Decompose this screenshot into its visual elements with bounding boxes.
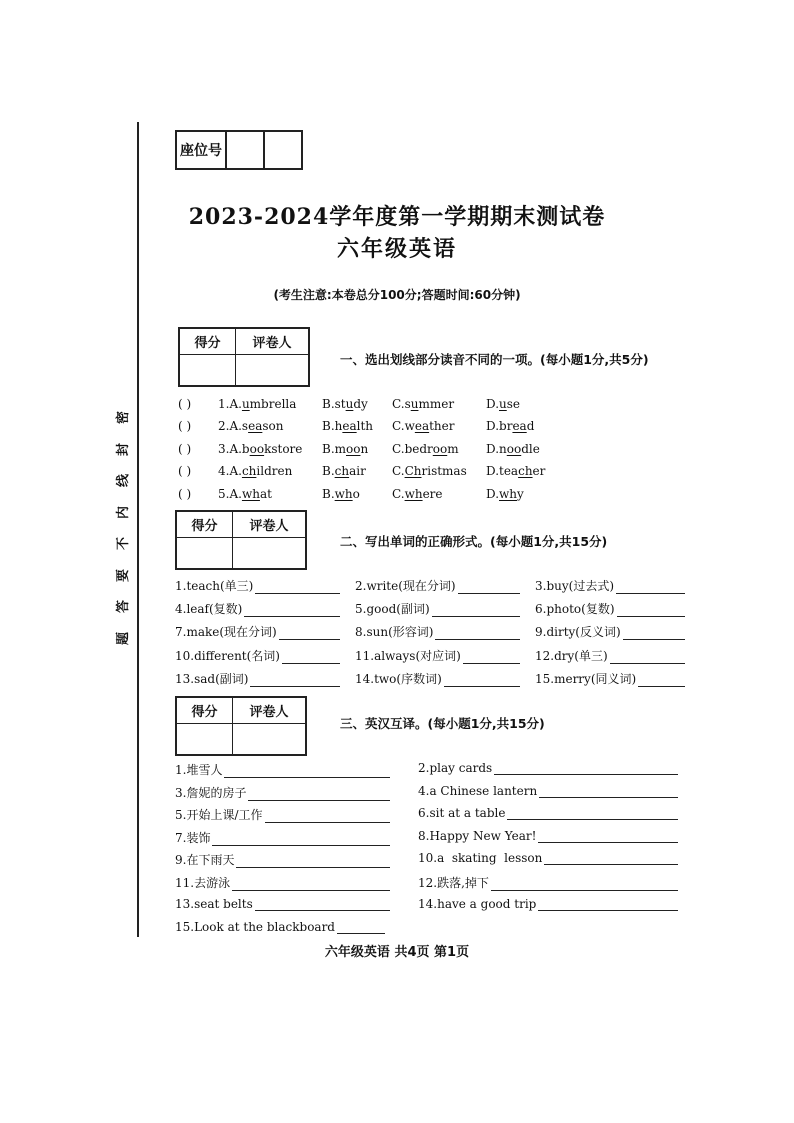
- answer-blank[interactable]: [250, 674, 340, 687]
- word-form-item: [535, 600, 685, 617]
- option-text: C.w: [392, 419, 415, 433]
- option-d: [486, 442, 540, 456]
- translation-prompt: 9.在下雨天: [175, 853, 235, 867]
- option-text: d: [526, 419, 535, 433]
- option-text: dle: [521, 442, 540, 456]
- option-b: [322, 397, 368, 411]
- underlined-part: wh: [334, 487, 353, 501]
- option-text: air: [349, 464, 366, 478]
- underlined-part: u: [241, 397, 250, 411]
- word-form-prompt: 4.leaf(复数): [175, 602, 243, 616]
- score-cell[interactable]: [177, 724, 233, 754]
- answer-blank[interactable]: [507, 807, 678, 820]
- word-form-prompt: 2.write(现在分词): [355, 579, 456, 593]
- translation-item: [418, 851, 678, 865]
- option-text: lth: [356, 419, 374, 433]
- word-form-item: [535, 670, 685, 687]
- binding-char: 内: [116, 505, 132, 519]
- option-text: D.: [486, 397, 500, 411]
- translation-prompt: 13.seat belts: [175, 897, 253, 911]
- answer-blank[interactable]: [279, 627, 340, 640]
- option-b: [322, 442, 368, 456]
- translation-item: [418, 829, 678, 843]
- translation-prompt: 10.a skating lesson: [418, 851, 543, 865]
- translation-item: [175, 874, 390, 891]
- answer-blank[interactable]: [212, 833, 390, 846]
- question-row: [178, 419, 558, 435]
- option-text: son: [262, 419, 284, 433]
- option-text: C.s: [392, 397, 411, 411]
- underlined-part: oo: [346, 442, 361, 456]
- answer-blank[interactable]: [444, 674, 520, 687]
- word-form-prompt: 7.make(现在分词): [175, 625, 277, 639]
- option-d: [486, 487, 524, 501]
- option-text: y: [517, 487, 524, 501]
- option-a: [218, 464, 292, 478]
- word-form-prompt: 12.dry(单三): [535, 649, 608, 663]
- underlined-part: oo: [249, 442, 265, 456]
- question-row: [178, 442, 558, 458]
- underlined-part: wh: [241, 487, 260, 501]
- option-text: kstore: [264, 442, 303, 456]
- answer-blank[interactable]: [248, 788, 390, 801]
- answer-blank[interactable]: [617, 604, 686, 617]
- exam-note: (考生注意:本卷总分100分;答题时间:60分钟): [273, 288, 521, 302]
- underlined-part: oo: [506, 442, 522, 456]
- word-form-prompt: 1.teach(单三): [175, 579, 254, 593]
- answer-parentheses[interactable]: ( ): [178, 464, 192, 478]
- option-text: C.: [392, 487, 405, 501]
- translation-item: [175, 829, 390, 846]
- option-text: B.h: [322, 419, 343, 433]
- option-text: B.m: [322, 442, 347, 456]
- answer-blank[interactable]: [236, 855, 390, 868]
- grader-cell[interactable]: [236, 355, 308, 385]
- option-text: A.: [229, 487, 242, 501]
- option-text: ere: [422, 487, 443, 501]
- seat-number-cell[interactable]: [227, 132, 265, 168]
- underlined-part: oo: [432, 442, 448, 456]
- translation-prompt: 2.play cards: [418, 761, 493, 775]
- score-box-section2: [175, 510, 307, 570]
- answer-blank[interactable]: [255, 581, 340, 594]
- option-text: dy: [353, 397, 368, 411]
- option-text: C.: [392, 464, 405, 478]
- option-text: er: [532, 464, 546, 478]
- answer-parentheses[interactable]: ( ): [178, 419, 192, 433]
- translation-item: [175, 920, 385, 934]
- option-c: [392, 419, 455, 433]
- option-text: D.n: [486, 442, 507, 456]
- word-form-item: [175, 647, 340, 664]
- seat-number-label: 座位号: [177, 132, 227, 168]
- underlined-part: ch: [241, 464, 257, 478]
- question-row: [178, 397, 558, 413]
- word-form-prompt: 10.different(名词): [175, 649, 280, 663]
- grader-label: 评卷人: [233, 698, 305, 724]
- section2-heading: 二、写出单词的正确形式。(每小题1分,共15分): [340, 534, 608, 549]
- answer-blank[interactable]: [232, 878, 390, 891]
- answer-blank[interactable]: [432, 604, 520, 617]
- answer-blank[interactable]: [638, 674, 685, 687]
- answer-blank[interactable]: [282, 651, 340, 664]
- answer-blank[interactable]: [539, 785, 678, 798]
- translation-prompt: 1.堆雪人: [175, 763, 223, 777]
- option-a: [218, 487, 272, 501]
- seat-number-cell[interactable]: [265, 132, 301, 168]
- word-form-item: [535, 623, 685, 640]
- word-form-prompt: 3.buy(过去式): [535, 579, 615, 593]
- translation-prompt: 4.a Chinese lantern: [418, 784, 538, 798]
- answer-blank[interactable]: [494, 762, 678, 775]
- grader-cell[interactable]: [233, 724, 305, 754]
- answer-blank[interactable]: [538, 830, 678, 843]
- option-b: [322, 419, 373, 433]
- option-text: A.: [229, 397, 242, 411]
- translation-prompt: 15.Look at the blackboard: [175, 920, 335, 934]
- answer-blank[interactable]: [458, 581, 520, 594]
- option-d: [486, 419, 534, 433]
- option-d: [486, 464, 545, 478]
- option-c: [392, 397, 454, 411]
- answer-blank[interactable]: [610, 651, 685, 664]
- word-form-item: [535, 647, 685, 664]
- option-text: ther: [429, 419, 455, 433]
- underlined-part: ch: [334, 464, 350, 478]
- question-number: 3.: [218, 442, 230, 456]
- question-number: 4.: [218, 464, 230, 478]
- option-a: [218, 397, 296, 411]
- underlined-part: ea: [414, 419, 430, 433]
- translation-item: [175, 897, 390, 911]
- word-form-prompt: 15.merry(同义词): [535, 672, 637, 686]
- underlined-part: u: [345, 397, 354, 411]
- translation-item: [418, 874, 678, 891]
- seat-number-box: [175, 130, 303, 170]
- underlined-part: ea: [248, 419, 263, 433]
- translation-prompt: 6.sit at a table: [418, 806, 506, 820]
- word-form-prompt: 14.two(序数词): [355, 672, 442, 686]
- exam-title: 2023-2024学年度第一学期期末测试卷: [188, 204, 606, 230]
- score-label: 得分: [177, 698, 233, 724]
- answer-parentheses[interactable]: ( ): [178, 397, 192, 411]
- option-b: [322, 464, 366, 478]
- option-c: [392, 487, 443, 501]
- option-text: A.: [229, 464, 242, 478]
- answer-blank[interactable]: [265, 810, 391, 823]
- question-number: 1.: [218, 397, 230, 411]
- binding-margin-notice: [112, 408, 132, 648]
- option-text: B.st: [322, 397, 346, 411]
- underlined-part: ea: [342, 419, 357, 433]
- word-form-item: [175, 577, 340, 594]
- option-text: D.: [486, 487, 500, 501]
- binding-char: 要: [116, 568, 132, 582]
- answer-blank[interactable]: [337, 921, 385, 934]
- translation-item: [175, 851, 390, 868]
- option-a: [218, 442, 302, 456]
- word-form-prompt: 9.dirty(反义词): [535, 625, 621, 639]
- translation-prompt: 12.跌落,掉下: [418, 876, 489, 890]
- answer-blank[interactable]: [623, 627, 685, 640]
- page-footer: 六年级英语 共4页 第1页: [324, 945, 470, 960]
- binding-char: 封: [116, 442, 132, 456]
- word-form-prompt: 13.sad(副词): [175, 672, 249, 686]
- binding-char: 线: [116, 474, 132, 488]
- option-c: [392, 442, 459, 456]
- option-text: m: [447, 442, 459, 456]
- translation-item: [418, 806, 678, 820]
- underlined-part: u: [499, 397, 507, 411]
- underlined-part: ea: [512, 419, 527, 433]
- score-cell[interactable]: [177, 538, 233, 568]
- answer-blank[interactable]: [616, 581, 685, 594]
- answer-blank[interactable]: [244, 604, 340, 617]
- question-number: 2.: [218, 419, 230, 433]
- score-label: 得分: [180, 329, 236, 355]
- exam-subtitle: 六年级英语: [336, 236, 457, 262]
- answer-blank[interactable]: [224, 765, 390, 778]
- answer-blank[interactable]: [255, 898, 390, 911]
- translation-prompt: 14.have a good trip: [418, 897, 537, 911]
- option-text: A.s: [229, 419, 249, 433]
- question-row: [178, 464, 558, 480]
- translation-prompt: 3.詹妮的房子: [175, 786, 247, 800]
- answer-parentheses[interactable]: ( ): [178, 487, 192, 501]
- word-form-item: [175, 670, 340, 687]
- grader-label: 评卷人: [233, 512, 305, 538]
- answer-blank[interactable]: [435, 627, 520, 640]
- word-form-prompt: 8.sun(形容词): [355, 625, 434, 639]
- word-form-item: [355, 577, 520, 594]
- score-label: 得分: [177, 512, 233, 538]
- option-text: at: [259, 487, 272, 501]
- option-text: D.br: [486, 419, 513, 433]
- translation-item: [175, 806, 390, 823]
- word-form-item: [355, 670, 520, 687]
- grader-label: 评卷人: [236, 329, 308, 355]
- underlined-part: ch: [518, 464, 533, 478]
- section1-heading: 一、选出划线部分读音不同的一项。(每小题1分,共5分): [340, 352, 649, 367]
- translation-prompt: 5.开始上课/工作: [175, 808, 263, 822]
- grader-cell[interactable]: [233, 538, 305, 568]
- answer-blank[interactable]: [463, 651, 520, 664]
- underlined-part: Ch: [404, 464, 422, 478]
- binding-char: 答: [116, 600, 132, 614]
- translation-prompt: 8.Happy New Year!: [418, 829, 537, 843]
- option-text: n: [360, 442, 369, 456]
- word-form-item: [355, 647, 520, 664]
- underlined-part: u: [410, 397, 419, 411]
- question-number: 5.: [218, 487, 230, 501]
- option-text: B.: [322, 464, 335, 478]
- word-form-item: [355, 623, 520, 640]
- word-form-item: [175, 600, 340, 617]
- translation-item: [418, 784, 678, 798]
- answer-blank[interactable]: [544, 852, 678, 865]
- word-form-prompt: 5.good(副词): [355, 602, 430, 616]
- binding-char: 题: [116, 631, 132, 645]
- answer-parentheses[interactable]: ( ): [178, 442, 192, 456]
- option-text: o: [352, 487, 360, 501]
- option-text: D.tea: [486, 464, 519, 478]
- translation-item: [175, 784, 390, 801]
- question-row: [178, 487, 558, 503]
- underlined-part: wh: [499, 487, 518, 501]
- translation-item: [175, 761, 390, 778]
- translation-prompt: 11.去游泳: [175, 876, 231, 890]
- option-text: ristmas: [421, 464, 467, 478]
- translation-prompt: 7.装饰: [175, 831, 211, 845]
- answer-blank[interactable]: [538, 898, 678, 911]
- option-b: [322, 487, 360, 501]
- word-form-item: [355, 600, 520, 617]
- word-form-item: [175, 623, 340, 640]
- option-text: ildren: [256, 464, 293, 478]
- word-form-prompt: 11.always(对应词): [355, 649, 461, 663]
- translation-item: [418, 761, 678, 775]
- option-text: C.bedr: [392, 442, 433, 456]
- section3-heading: 三、英汉互译。(每小题1分,共15分): [340, 716, 545, 731]
- option-text: mbrella: [249, 397, 297, 411]
- option-d: [486, 397, 520, 411]
- score-box-section3: [175, 696, 307, 756]
- translation-item: [418, 897, 678, 911]
- binding-char: 不: [116, 537, 132, 551]
- option-text: mmer: [418, 397, 455, 411]
- option-a: [218, 419, 283, 433]
- option-c: [392, 464, 467, 478]
- option-text: B.: [322, 487, 335, 501]
- option-text: se: [506, 397, 521, 411]
- underlined-part: wh: [404, 487, 423, 501]
- binding-char: 密: [116, 410, 132, 425]
- score-box-section1: [178, 327, 310, 387]
- option-text: A.b: [229, 442, 250, 456]
- answer-blank[interactable]: [491, 878, 678, 891]
- word-form-prompt: 6.photo(复数): [535, 602, 615, 616]
- score-cell[interactable]: [180, 355, 236, 385]
- word-form-item: [535, 577, 685, 594]
